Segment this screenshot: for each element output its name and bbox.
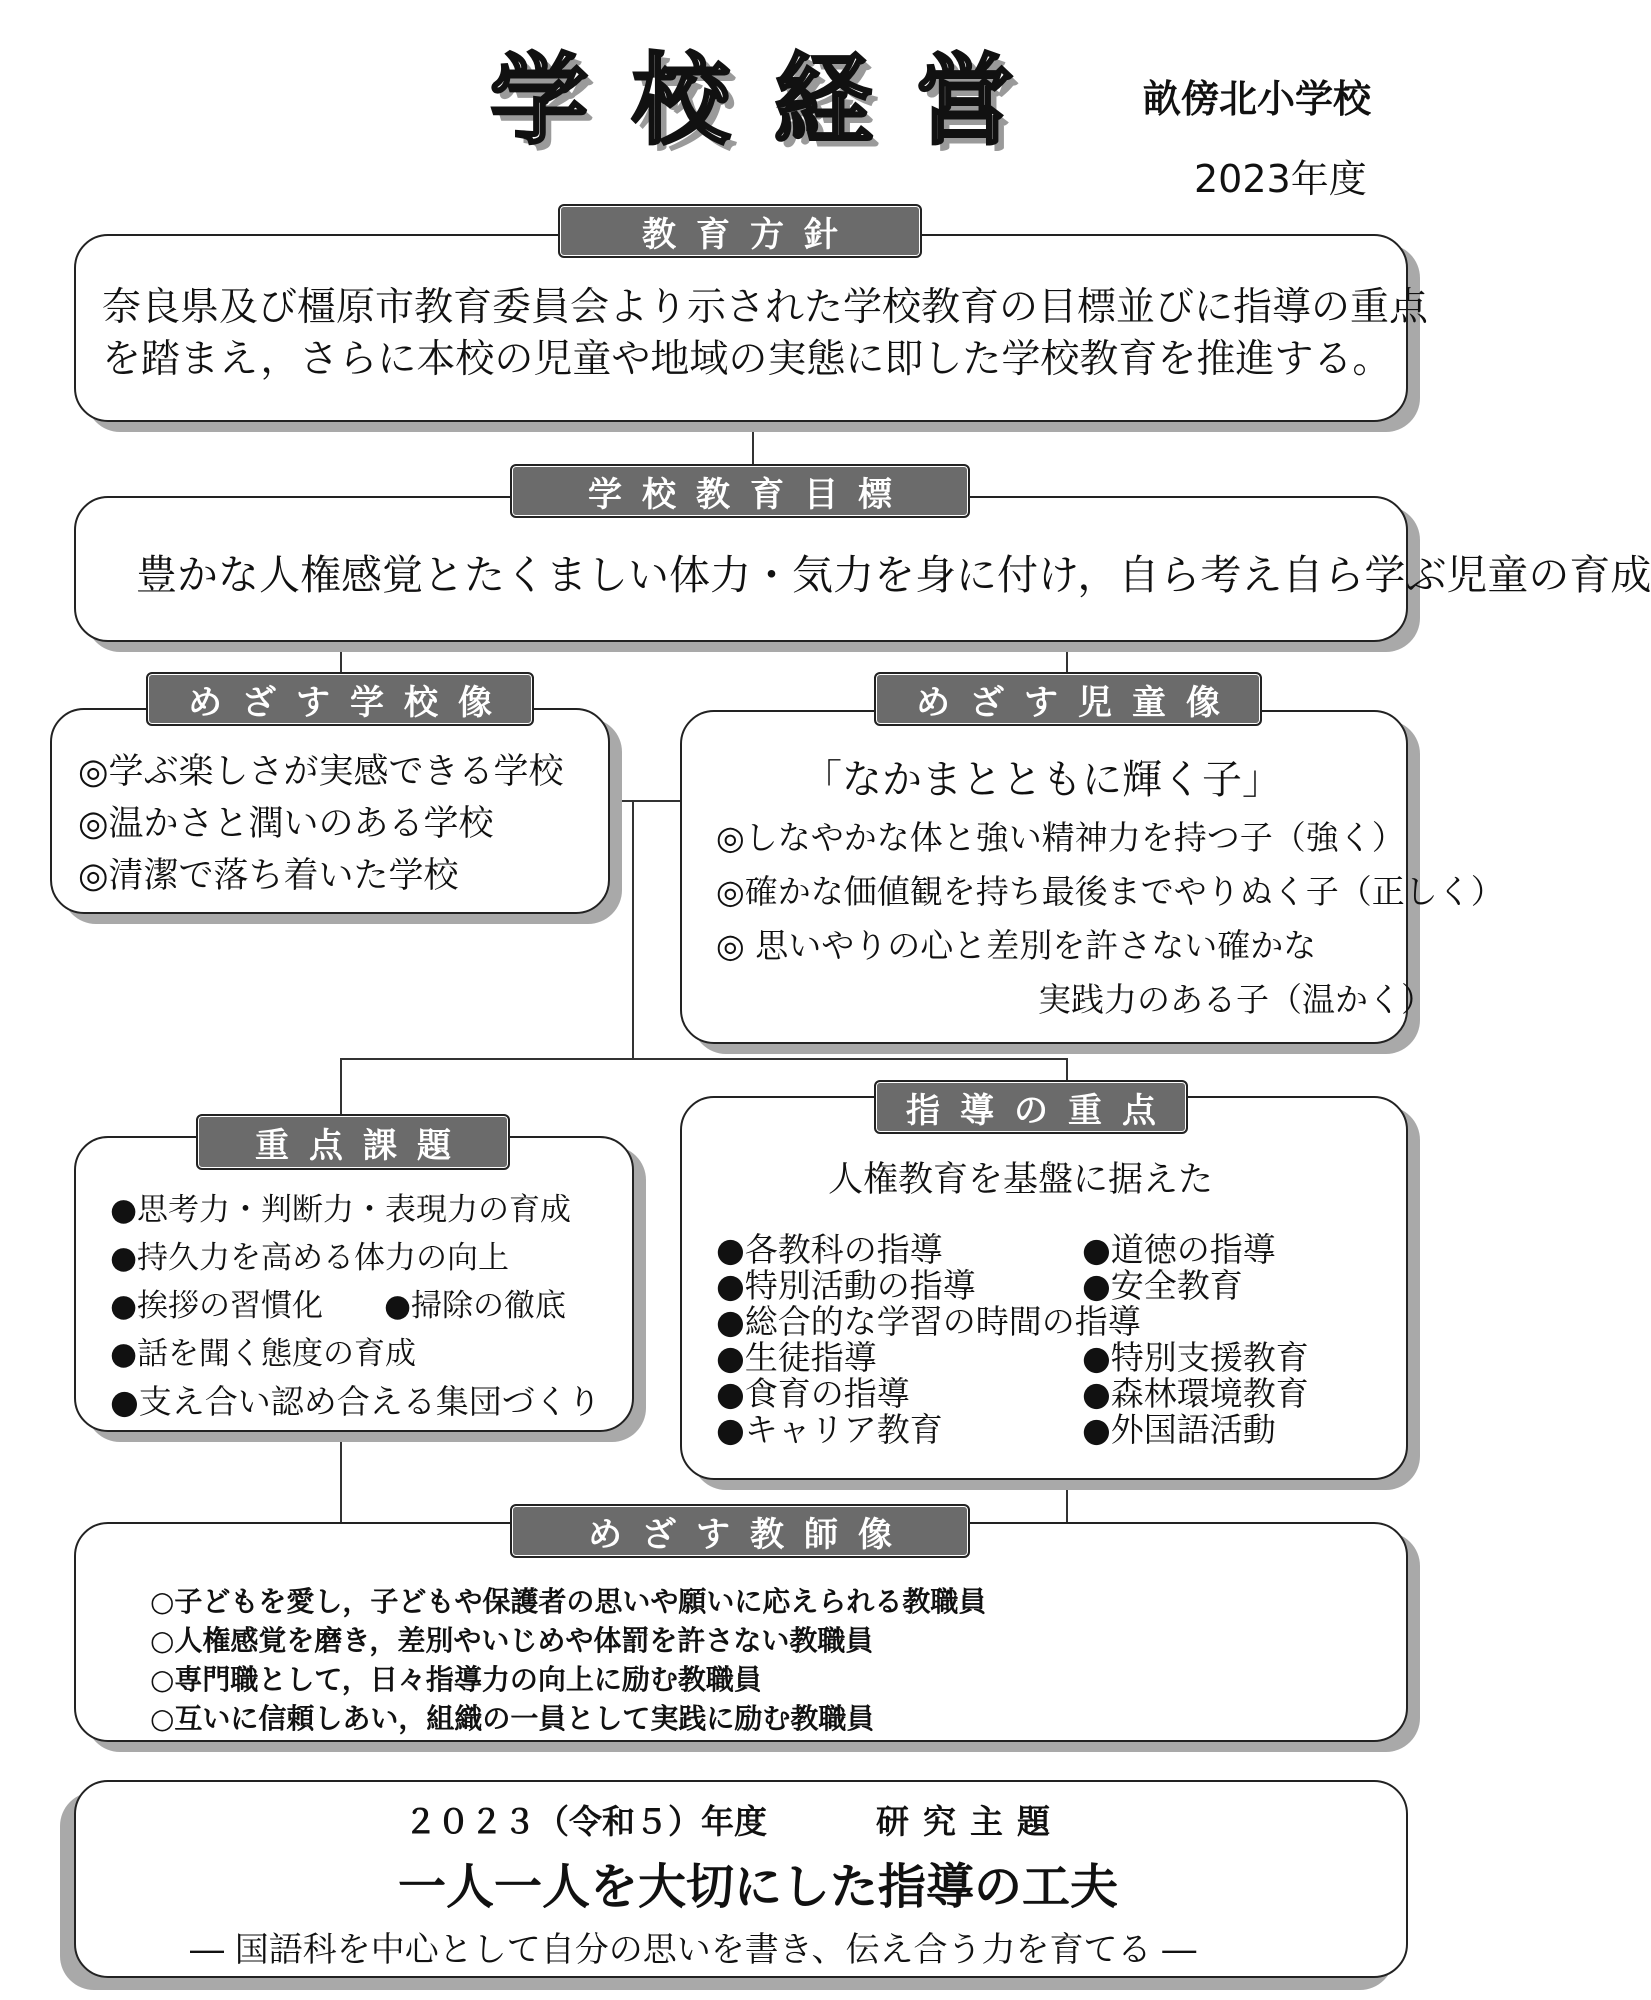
teacher-image-item: ○子どもを愛し，子どもや保護者の思いや願いに応えられる教職員 <box>150 1585 987 1618</box>
guidance-intro: 人権教育を基盤に据えた <box>828 1160 1214 1200</box>
guidance-item: ●安全教育 <box>1082 1266 1243 1305</box>
research-box <box>74 1780 1408 1978</box>
guidance-item: ●食育の指導 <box>716 1374 910 1413</box>
page-title: 学校経営 <box>490 43 1059 158</box>
guidance-box <box>680 1096 1408 1480</box>
guidance-item: ●森林環境教育 <box>1082 1374 1309 1413</box>
connector-line <box>752 422 754 468</box>
child-image-item-cont: 実践力のある子（温かく） <box>1038 980 1434 1019</box>
guidance-item: ●外国語活動 <box>1082 1410 1276 1449</box>
fiscal-year: 2023年度 <box>1194 157 1367 201</box>
guidance-item: ●特別活動の指導 <box>716 1266 976 1305</box>
priority-issue: ●支え合い認め合える集団づくり <box>110 1382 601 1421</box>
connector-line <box>340 642 342 676</box>
school-name: 畝傍北小学校 <box>1143 77 1372 121</box>
child-image-box <box>680 710 1504 1044</box>
priority-issue: ●持久力を高める体力の向上 <box>110 1240 510 1276</box>
guidance-item: ●各教科の指導 <box>716 1230 943 1269</box>
teacher-image-item: ○人権感覚を磨き，差別やいじめや体罰を許さない教職員 <box>150 1624 874 1657</box>
child-image-label: めざす児童像 <box>874 672 1262 726</box>
priority-issues-box <box>74 1136 634 1432</box>
guidance-item: ●キャリア教育 <box>716 1410 943 1449</box>
teacher-image-item: ○互いに信頼しあい，組織の一員として実践に励む教職員 <box>150 1702 875 1735</box>
guidance-item: ●総合的な学習の時間の指導 <box>716 1302 1141 1341</box>
connector-line <box>1066 1480 1068 1522</box>
priority-issues-label: 重点課題 <box>196 1114 510 1170</box>
goal-label: 学校教育目標 <box>510 464 970 518</box>
policy-line: 奈良県及び橿原市教育委員会より示された学校教育の目標並びに指導の重点 <box>102 285 1429 330</box>
priority-issue: ●挨拶の習慣化 <box>110 1288 324 1324</box>
teacher-image-label: めざす教師像 <box>510 1504 970 1558</box>
policy-label: 教育方針 <box>558 204 922 258</box>
guidance-item: ●道徳の指導 <box>1082 1230 1276 1269</box>
research-title: 一人一人を大切にした指導の工夫 <box>398 1859 1119 1915</box>
child-motto: 「なかまとともに輝く子」 <box>802 757 1282 803</box>
policy-box <box>74 234 1429 422</box>
connector-line <box>340 1432 342 1522</box>
connector-line <box>340 1058 1066 1060</box>
connector-line <box>1066 1058 1068 1080</box>
school-image-item: ◎温かさと潤いのある学校 <box>78 804 494 844</box>
guidance-label: 指導の重点 <box>874 1080 1188 1134</box>
research-year: ２０２３（令和５）年度 <box>404 1802 767 1841</box>
connector-line <box>610 800 680 802</box>
connector-line <box>340 1058 342 1116</box>
teacher-image-item: ○専門職として，日々指導力の向上に励む教職員 <box>150 1663 762 1696</box>
research-subtitle: ― 国語科を中心として自分の思いを書き、伝え合う力を育てる ― <box>190 1930 1197 1970</box>
connector-line <box>1066 642 1068 676</box>
child-image-item: ◎しなやかな体と強い精神力を持つ子（強く） <box>716 818 1405 857</box>
child-image-item: ◎確かな価値観を持ち最後までやりぬく子（正しく） <box>716 872 1504 911</box>
priority-issue: ●掃除の徹底 <box>384 1288 567 1324</box>
guidance-item: ●特別支援教育 <box>1082 1338 1309 1377</box>
priority-issue: ●話を聞く態度の育成 <box>110 1336 417 1372</box>
goal-text: 豊かな人権感覚とたくましい体力・気力を身に付け，自ら考え自ら学ぶ児童の育成 <box>136 551 1651 599</box>
child-image-item: ◎ 思いやりの心と差別を許さない確かな <box>716 926 1317 965</box>
research-theme-label: 研究主題 <box>876 1802 1064 1841</box>
connector-line <box>632 800 634 1060</box>
school-image-label: めざす学校像 <box>146 672 534 726</box>
policy-line: を踏まえ，さらに本校の児童や地域の実態に即した学校教育を推進する。 <box>102 337 1392 382</box>
guidance-item: ●生徒指導 <box>716 1338 877 1377</box>
school-image-item: ◎学ぶ楽しさが実感できる学校 <box>78 752 564 792</box>
priority-issue: ●思考力・判断力・表現力の育成 <box>110 1192 572 1228</box>
school-image-item: ◎清潔で落ち着いた学校 <box>78 856 459 896</box>
school-image-box <box>50 708 610 914</box>
